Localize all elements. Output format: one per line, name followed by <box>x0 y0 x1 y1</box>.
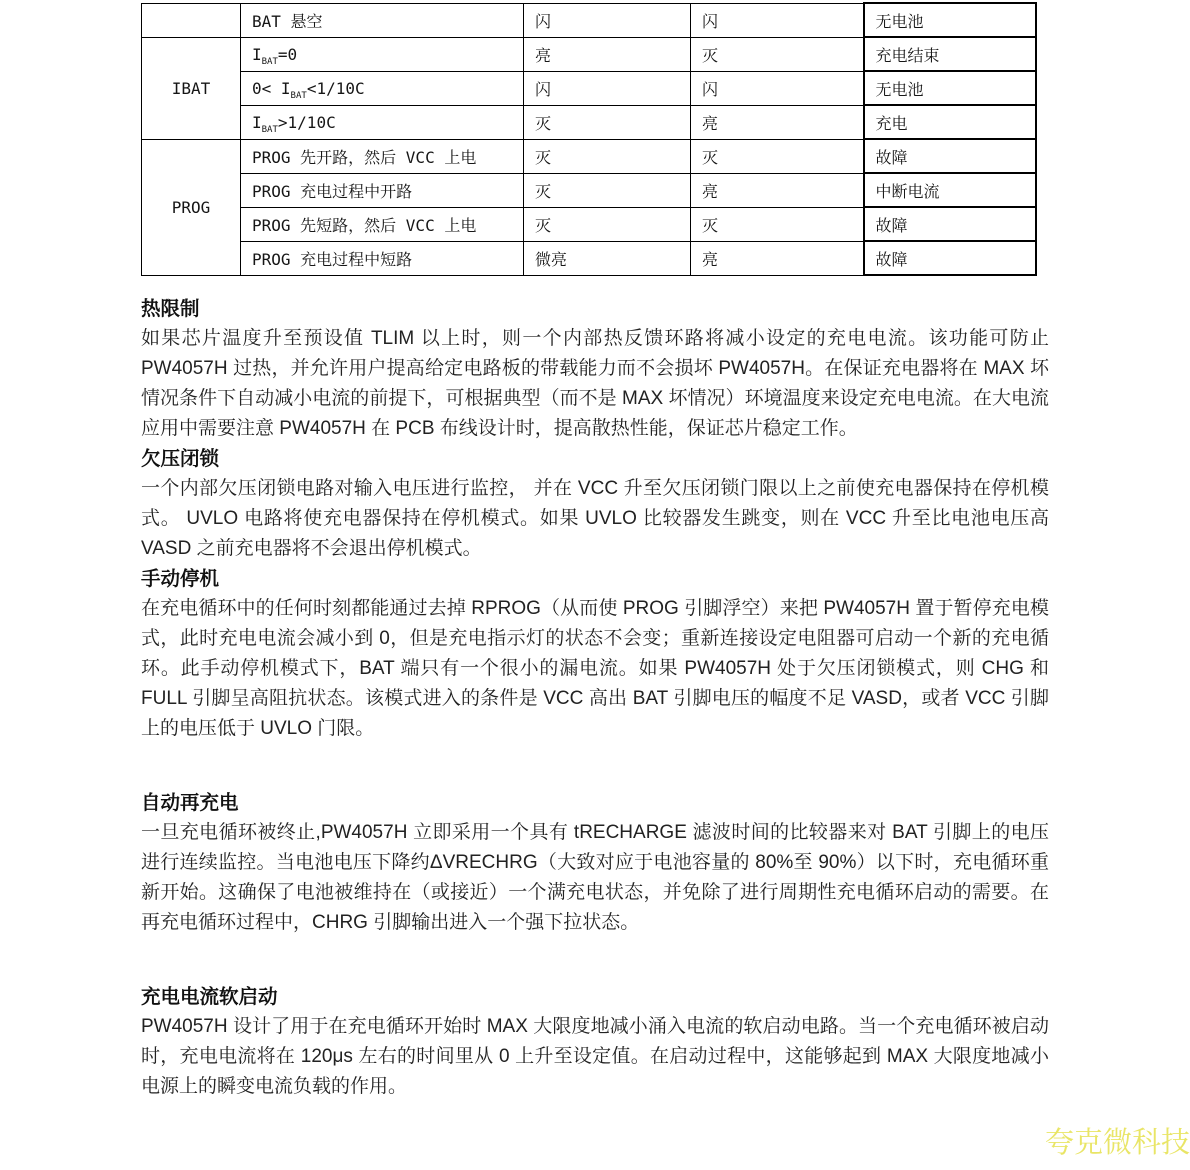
table-row <box>142 139 1036 173</box>
table-row <box>142 105 1036 139</box>
table-cell-led1: 灭 <box>524 207 691 241</box>
table-cell-status: 充电结束 <box>864 37 1036 71</box>
section-heading: 热限制 <box>141 298 200 320</box>
table-cell-status: 充电 <box>864 105 1036 139</box>
led-status-table-body <box>142 3 1036 275</box>
table-cell-condition: $I_{BAT}>1/10C$ <box>241 105 524 139</box>
table-cell-status: 无电池 <box>864 71 1036 105</box>
table-cell-led2: 亮 <box>691 241 864 275</box>
table-cell-led1: 灭 <box>524 173 691 207</box>
table-cell-condition: BAT 悬空 <box>241 3 524 37</box>
section-paragraph: 一旦充电循环被终止,PW4057H 立即采用一个具有 tRECHARGE 滤波时间的比较器来对 BAT 引脚上的电压进行连续监控。当电池电压下降约ΔVRECHRG（大致对应于电池容量的 80%至 90%）以下时，充电循环重新开始。这确保了电池被维持在（或接近）一个满充电状态，并免除了进行周期性充电循环启动的需要。在再充电循环过程中，CHRG 引脚输出进入一个强下拉状态。 <box>141 822 1049 933</box>
table-cell-condition: PROG 充电过程中开路 <box>241 173 524 207</box>
table-cell-led1: 灭 <box>524 105 691 139</box>
table-cell-status: 故障 <box>864 139 1036 173</box>
table-cell-group <box>142 3 241 37</box>
table-cell-group: PROG <box>142 139 241 275</box>
table-cell-led2: 灭 <box>691 37 864 71</box>
table-cell-led1: 微亮 <box>524 241 691 275</box>
section-paragraph: 一个内部欠压闭锁电路对输入电压进行监控， 并在 VCC 升至欠压闭锁门限以上之前使充电器保持在停机模式。 UVLO 电路将使充电器保持在停机模式。如果 UVLO 比较器发生跳变，则在 VCC 升至比电池电压高 VASD 之前充电器将不会退出停机模式。 <box>141 478 1049 559</box>
table-row <box>142 71 1036 105</box>
table-row <box>142 37 1036 71</box>
table-row <box>142 207 1036 241</box>
section-thermal-limit <box>141 294 1049 444</box>
section-paragraph: 在充电循环中的任何时刻都能通过去掉 RPROG（从而使 PROG 引脚浮空）来把 PW4057H 置于暂停充电模式，此时充电电流会减小到 0，但是充电指示灯的状态不会变；重新连接设定电阻器可启动一个新的充电循环。此手动停机模式下，BAT 端只有一个很小的漏电流。如果 PW4057H 处于欠压闭锁模式，则 CHG 和 FULL 引脚呈高阻抗状态。该模式进入的条件是 VCC 高出 BAT 引脚电压的幅度不足 VASD，或者 VCC 引脚上的电压低于 UVLO 门限。 <box>141 598 1049 739</box>
table-cell-led1: 闪 <box>524 71 691 105</box>
section-heading: 欠压闭锁 <box>141 448 220 470</box>
table-row <box>142 241 1036 275</box>
table-cell-led2: 闪 <box>691 71 864 105</box>
section-paragraph: 如果芯片温度升至预设值 TLIM 以上时，则一个内部热反馈环路将减小设定的充电电流。该功能可防止 PW4057H 过热，并允许用户提高给定电路板的带载能力而不会损坏 PW4057H。在保证充电器将在 MAX 坏情况条件下自动减小电流的前提下，可根据典型（而不是 MAX 坏情况）环境温度来设定充电电流。在大电流应用中需要注意 PW4057H 在 PCB 布线设计时，提高散热性能，保证芯片稳定工作。 <box>141 328 1049 439</box>
table-cell-condition: PROG 先短路，然后 VCC 上电 <box>241 207 524 241</box>
table-cell-led1: 亮 <box>524 37 691 71</box>
table-cell-condition: $I_{BAT}=0$ <box>241 37 524 71</box>
section-heading: 充电电流软启动 <box>141 986 278 1008</box>
table-cell-status: 无电池 <box>864 3 1036 37</box>
table-cell-led2: 灭 <box>691 207 864 241</box>
led-status-table <box>141 2 1037 276</box>
table-cell-status: 中断电流 <box>864 173 1036 207</box>
table-cell-group: IBAT <box>142 37 241 139</box>
table-cell-condition: $0< I_{BAT}<1/10C$ <box>241 71 524 105</box>
table-cell-status: 故障 <box>864 241 1036 275</box>
watermark-logo-text: 夸克微科技 <box>1044 1127 1190 1159</box>
document-body <box>141 294 1049 1102</box>
section-heading: 自动再充电 <box>141 792 239 814</box>
table-cell-led1: 灭 <box>524 139 691 173</box>
section-auto-recharge <box>141 788 1049 938</box>
table-row <box>142 173 1036 207</box>
table-row <box>142 3 1036 37</box>
table-cell-led2: 闪 <box>691 3 864 37</box>
section-heading: 手动停机 <box>141 568 220 590</box>
table-cell-condition: PROG 先开路，然后 VCC 上电 <box>241 139 524 173</box>
section-undervoltage-lockout <box>141 444 1049 564</box>
table-cell-status: 故障 <box>864 207 1036 241</box>
table-cell-led2: 亮 <box>691 173 864 207</box>
section-soft-start <box>141 982 1049 1102</box>
section-manual-shutdown <box>141 564 1049 744</box>
table-cell-led2: 灭 <box>691 139 864 173</box>
table-cell-led2: 亮 <box>691 105 864 139</box>
table-cell-led1: 闪 <box>524 3 691 37</box>
table-cell-condition: PROG 充电过程中短路 <box>241 241 524 275</box>
section-paragraph: PW4057H 设计了用于在充电循环开始时 MAX 大限度地减小涌入电流的软启动电路。当一个充电循环被启动时，充电电流将在 120μs 左右的时间里从 0 上升至设定值。在启动过程中，这能够起到 MAX 大限度地减小电源上的瞬变电流负载的作用。 <box>141 1016 1049 1097</box>
